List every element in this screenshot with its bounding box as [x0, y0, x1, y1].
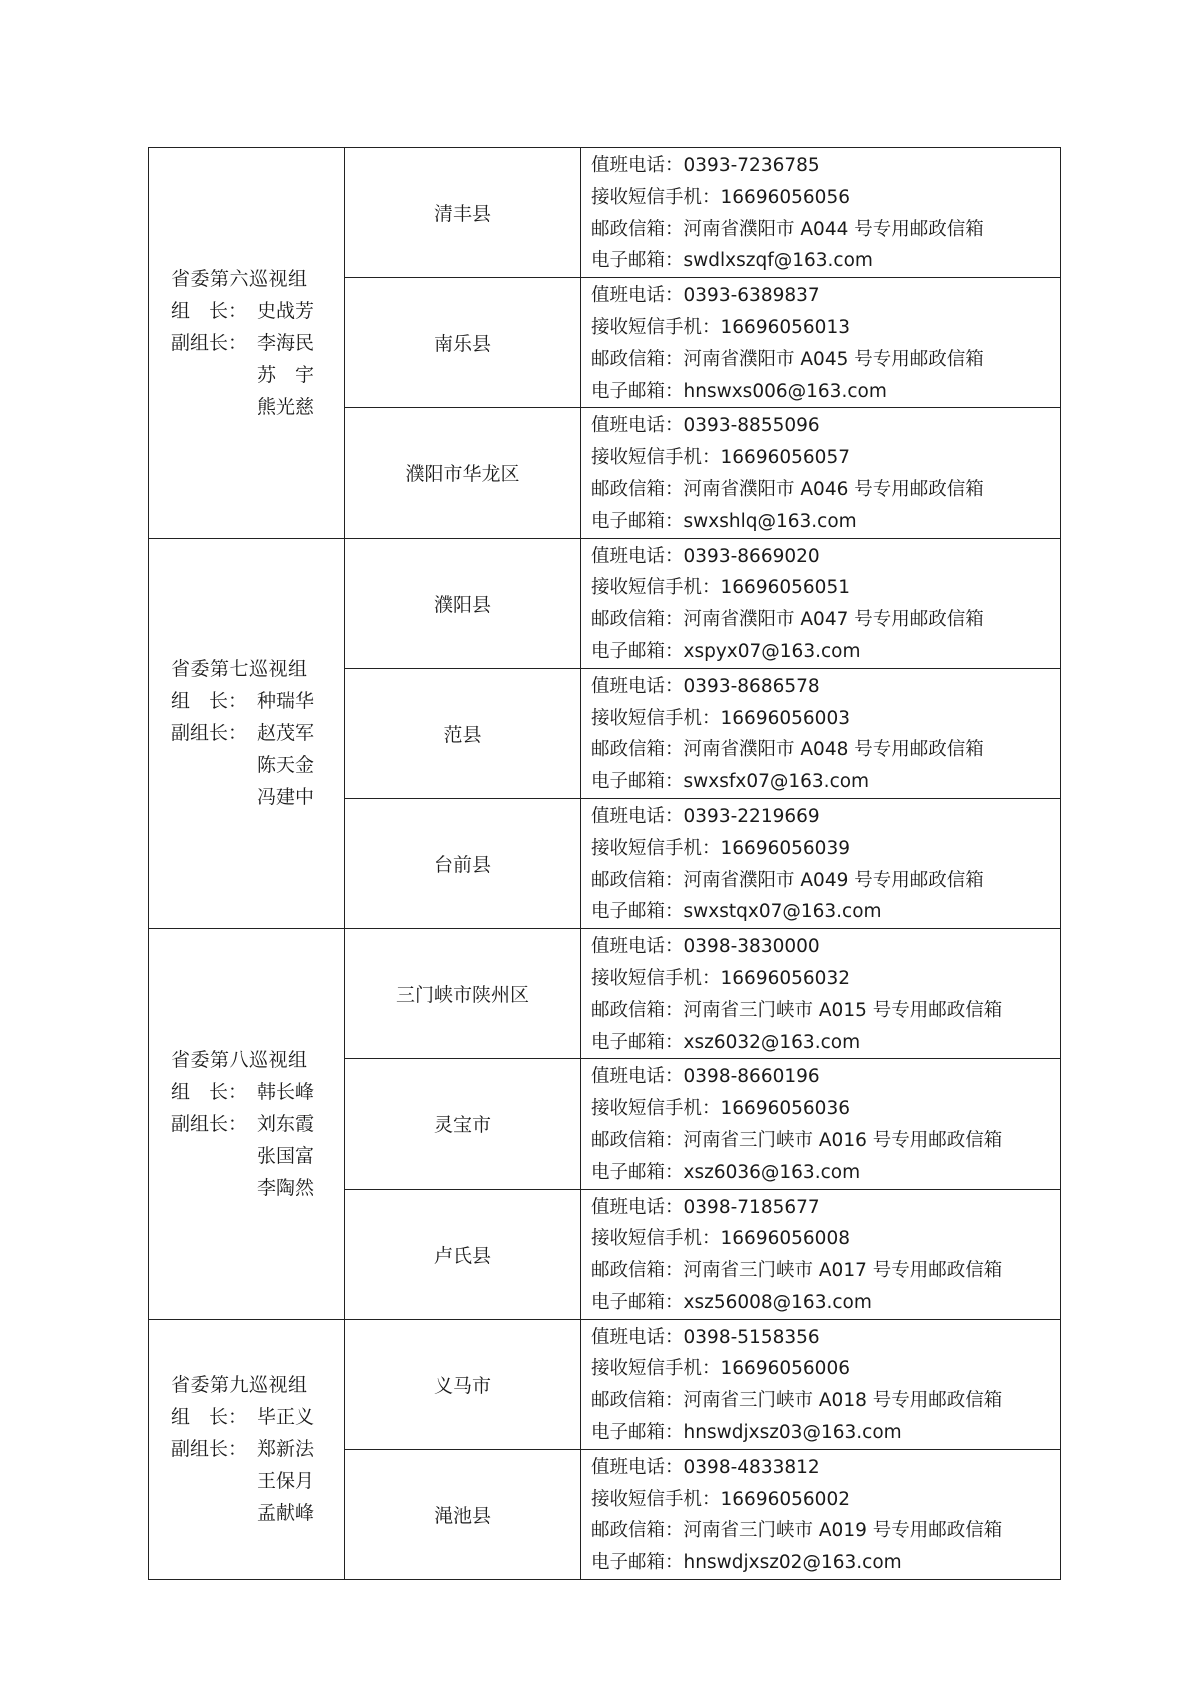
duty-phone-value: 0393-7236785: [683, 155, 820, 176]
deputy-name: 苏 宇: [257, 363, 315, 386]
email-value[interactable]: swxstqx07@163.com: [683, 901, 882, 923]
email-value[interactable]: hnswxs006@163.com: [683, 380, 887, 402]
duty-phone-label: 值班电话：: [591, 675, 684, 697]
postal-box-value: 河南省濮阳市 A045 号专用邮政信箱: [683, 348, 984, 370]
leader-name: 毕正义: [257, 1406, 315, 1429]
group-deputy-line: [171, 1140, 321, 1172]
email-value[interactable]: swdlxszqf@163.com: [683, 250, 873, 272]
duty-phone-line: [591, 1322, 1060, 1354]
email-line: [591, 376, 1060, 408]
duty-phone-line: [591, 801, 1060, 833]
group-deputy-line: [171, 359, 321, 391]
postal-box-label: 邮政信箱：: [591, 478, 684, 500]
postal-box-line: [591, 1255, 1060, 1287]
email-value[interactable]: xsz56008@163.com: [683, 1291, 872, 1313]
deputy-label: 副组长：: [171, 1112, 248, 1135]
sms-phone-value: 16696056013: [720, 316, 850, 338]
duty-phone-line: [591, 410, 1060, 442]
inspection-group-info: [171, 263, 321, 423]
sms-phone-label: 接收短信手机：: [591, 967, 721, 989]
duty-phone-value: 0393-2219669: [683, 805, 820, 827]
group-deputy-line: [171, 1497, 321, 1529]
contact-info-cell: [581, 929, 1061, 1059]
leader-name: 种瑞华: [257, 690, 315, 713]
group-deputy-line: [171, 1465, 321, 1497]
contact-info-cell: [581, 148, 1061, 278]
sms-phone-label: 接收短信手机：: [591, 577, 721, 599]
postal-box-value: 河南省濮阳市 A048 号专用邮政信箱: [683, 739, 984, 761]
group-title: 省委第六巡视组: [171, 267, 308, 290]
deputy-name: 郑新法: [257, 1438, 315, 1461]
group-deputy-line: [171, 749, 321, 781]
contact-info-cell: [581, 1319, 1061, 1449]
postal-box-line: [591, 1515, 1060, 1547]
postal-box-label: 邮政信箱：: [591, 1520, 684, 1542]
duty-phone-label: 值班电话：: [591, 1326, 684, 1348]
inspection-group-info: [171, 1044, 321, 1204]
county-name: 台前县: [345, 798, 581, 928]
postal-box-value: 河南省三门峡市 A015 号专用邮政信箱: [683, 999, 1003, 1021]
email-value[interactable]: swxshlq@163.com: [683, 510, 857, 532]
postal-box-line: [591, 214, 1060, 246]
duty-phone-line: [591, 931, 1060, 963]
postal-box-line: [591, 1385, 1060, 1417]
email-label: 电子邮箱：: [591, 250, 684, 272]
email-line: [591, 896, 1060, 928]
contact-info-cell: [581, 798, 1061, 928]
group-leader-line: [171, 1401, 321, 1433]
sms-phone-label: 接收短信手机：: [591, 837, 721, 859]
sms-phone-value: 16696056008: [720, 1228, 850, 1250]
duty-phone-label: 值班电话：: [591, 936, 684, 958]
sms-phone-value: 16696056056: [720, 186, 850, 208]
email-label: 电子邮箱：: [591, 771, 684, 793]
leader-label: 组 长：: [171, 299, 248, 322]
postal-box-line: [591, 474, 1060, 506]
email-line: [591, 1287, 1060, 1319]
postal-box-value: 河南省三门峡市 A016 号专用邮政信箱: [683, 1129, 1003, 1151]
postal-box-line: [591, 734, 1060, 766]
duty-phone-line: [591, 280, 1060, 312]
deputy-name: 陈天金: [257, 754, 315, 777]
sms-phone-line: [591, 572, 1060, 604]
postal-box-value: 河南省濮阳市 A046 号专用邮政信箱: [683, 478, 984, 500]
duty-phone-label: 值班电话：: [591, 285, 684, 307]
county-name: 卢氏县: [345, 1189, 581, 1319]
duty-phone-line: [591, 541, 1060, 573]
duty-phone-label: 值班电话：: [591, 545, 684, 567]
duty-phone-value: 0398-5158356: [683, 1326, 820, 1348]
duty-phone-label: 值班电话：: [591, 805, 684, 827]
duty-phone-value: 0393-8855096: [683, 415, 820, 437]
postal-box-line: [591, 995, 1060, 1027]
sms-phone-line: [591, 442, 1060, 474]
group-title: 省委第七巡视组: [171, 658, 308, 681]
county-name: 义马市: [345, 1319, 581, 1449]
inspection-group-cell: [149, 929, 345, 1320]
county-name: 清丰县: [345, 148, 581, 278]
sms-phone-label: 接收短信手机：: [591, 1488, 721, 1510]
postal-box-label: 邮政信箱：: [591, 1390, 684, 1412]
table-row: [149, 538, 1061, 668]
sms-phone-line: [591, 1353, 1060, 1385]
postal-box-label: 邮政信箱：: [591, 348, 684, 370]
table-row: [149, 929, 1061, 1059]
sms-phone-line: [591, 703, 1060, 735]
county-name: 南乐县: [345, 278, 581, 408]
deputy-name: 刘东霞: [257, 1112, 315, 1135]
email-label: 电子邮箱：: [591, 1552, 684, 1574]
sms-phone-value: 16696056032: [720, 967, 850, 989]
inspection-group-cell: [149, 148, 345, 539]
inspection-group-info: [171, 1369, 321, 1529]
duty-phone-line: [591, 671, 1060, 703]
contact-info-cell: [581, 1059, 1061, 1189]
inspection-group-info: [171, 653, 321, 813]
duty-phone-label: 值班电话：: [591, 1196, 684, 1218]
inspection-group-cell: [149, 538, 345, 929]
postal-box-label: 邮政信箱：: [591, 1129, 684, 1151]
postal-box-label: 邮政信箱：: [591, 999, 684, 1021]
sms-phone-label: 接收短信手机：: [591, 316, 721, 338]
table-row: [149, 1319, 1061, 1449]
deputy-name: 冯建中: [257, 786, 315, 809]
deputy-label: 副组长：: [171, 1438, 248, 1461]
duty-phone-value: 0393-6389837: [683, 285, 820, 307]
postal-box-label: 邮政信箱：: [591, 1260, 684, 1282]
deputy-name: 李陶然: [257, 1176, 315, 1199]
group-deputy-line: [171, 1108, 321, 1140]
group-leader-line: [171, 295, 321, 327]
group-title: 省委第九巡视组: [171, 1374, 308, 1397]
postal-box-value: 河南省三门峡市 A018 号专用邮政信箱: [683, 1390, 1003, 1412]
inspection-group-contact-table: [148, 147, 1061, 1580]
email-line: [591, 636, 1060, 668]
duty-phone-value: 0393-8686578: [683, 675, 820, 697]
sms-phone-line: [591, 1484, 1060, 1516]
postal-box-value: 河南省三门峡市 A017 号专用邮政信箱: [683, 1260, 1003, 1282]
duty-phone-line: [591, 1061, 1060, 1093]
duty-phone-value: 0398-8660196: [683, 1066, 820, 1088]
postal-box-value: 河南省三门峡市 A019 号专用邮政信箱: [683, 1520, 1003, 1542]
sms-phone-value: 16696056036: [720, 1098, 850, 1120]
deputy-name: 孟献峰: [257, 1502, 315, 1525]
email-line: [591, 245, 1060, 277]
deputy-name: 赵茂军: [257, 722, 315, 745]
duty-phone-label: 值班电话：: [591, 1066, 684, 1088]
county-name: 灵宝市: [345, 1059, 581, 1189]
email-value[interactable]: swxsfx07@163.com: [683, 771, 870, 793]
county-name: 濮阳市华龙区: [345, 408, 581, 538]
duty-phone-value: 0398-3830000: [683, 936, 820, 958]
deputy-name: 李海民: [257, 331, 315, 354]
table-row: [149, 148, 1061, 278]
sms-phone-label: 接收短信手机：: [591, 186, 721, 208]
leader-name: 韩长峰: [257, 1080, 315, 1103]
group-deputy-line: [171, 327, 321, 359]
inspection-group-cell: [149, 1319, 345, 1579]
postal-box-label: 邮政信箱：: [591, 609, 684, 631]
group-title: 省委第八巡视组: [171, 1048, 308, 1071]
sms-phone-value: 16696056002: [720, 1488, 850, 1510]
sms-phone-value: 16696056051: [720, 577, 850, 599]
table-body: [149, 148, 1061, 1580]
group-leader-line: [171, 685, 321, 717]
sms-phone-value: 16696056003: [720, 707, 850, 729]
email-value[interactable]: hnswdjxsz02@163.com: [683, 1552, 902, 1574]
email-line: [591, 1157, 1060, 1189]
duty-phone-label: 值班电话：: [591, 155, 684, 176]
leader-name: 史战芳: [257, 299, 315, 322]
sms-phone-label: 接收短信手机：: [591, 1098, 721, 1120]
postal-box-line: [591, 1125, 1060, 1157]
group-deputy-line: [171, 391, 321, 423]
leader-label: 组 长：: [171, 1406, 248, 1429]
deputy-label: 副组长：: [171, 331, 248, 354]
deputy-label: 副组长：: [171, 722, 248, 745]
sms-phone-value: 16696056057: [720, 447, 850, 469]
county-name: 渑池县: [345, 1449, 581, 1579]
sms-phone-value: 16696056006: [720, 1358, 850, 1380]
sms-phone-line: [591, 182, 1060, 214]
leader-label: 组 长：: [171, 1080, 248, 1103]
deputy-name: 熊光慈: [257, 395, 315, 418]
postal-box-value: 河南省濮阳市 A049 号专用邮政信箱: [683, 869, 984, 891]
sms-phone-label: 接收短信手机：: [591, 1228, 721, 1250]
duty-phone-line: [591, 150, 1060, 182]
email-value[interactable]: xspyx07@163.com: [683, 640, 861, 662]
duty-phone-value: 0398-7185677: [683, 1196, 820, 1218]
sms-phone-label: 接收短信手机：: [591, 707, 721, 729]
deputy-name: 张国富: [257, 1144, 315, 1167]
email-line: [591, 1547, 1060, 1579]
email-line: [591, 766, 1060, 798]
sms-phone-label: 接收短信手机：: [591, 1358, 721, 1380]
contact-info-cell: [581, 1189, 1061, 1319]
contact-info-cell: [581, 278, 1061, 408]
postal-box-label: 邮政信箱：: [591, 739, 684, 761]
contact-info-cell: [581, 668, 1061, 798]
duty-phone-value: 0393-8669020: [683, 545, 820, 567]
sms-phone-line: [591, 312, 1060, 344]
group-deputy-line: [171, 781, 321, 813]
email-label: 电子邮箱：: [591, 1422, 684, 1444]
postal-box-line: [591, 604, 1060, 636]
duty-phone-value: 0398-4833812: [683, 1456, 820, 1478]
postal-box-value: 河南省濮阳市 A047 号专用邮政信箱: [683, 609, 984, 631]
sms-phone-line: [591, 963, 1060, 995]
duty-phone-line: [591, 1452, 1060, 1484]
email-label: 电子邮箱：: [591, 1161, 684, 1183]
county-name: 濮阳县: [345, 538, 581, 668]
email-line: [591, 506, 1060, 538]
group-deputy-line: [171, 1172, 321, 1204]
contact-info-cell: [581, 538, 1061, 668]
duty-phone-label: 值班电话：: [591, 1456, 684, 1478]
group-deputy-line: [171, 1433, 321, 1465]
sms-phone-line: [591, 1093, 1060, 1125]
postal-box-value: 河南省濮阳市 A044 号专用邮政信箱: [683, 218, 984, 240]
postal-box-label: 邮政信箱：: [591, 218, 684, 240]
postal-box-label: 邮政信箱：: [591, 869, 684, 891]
sms-phone-line: [591, 1223, 1060, 1255]
postal-box-line: [591, 344, 1060, 376]
group-deputy-line: [171, 717, 321, 749]
sms-phone-label: 接收短信手机：: [591, 447, 721, 469]
contact-info-cell: [581, 408, 1061, 538]
email-line: [591, 1027, 1060, 1059]
email-label: 电子邮箱：: [591, 510, 684, 532]
deputy-name: 王保月: [257, 1470, 315, 1493]
sms-phone-line: [591, 833, 1060, 865]
email-label: 电子邮箱：: [591, 1291, 684, 1313]
email-value[interactable]: hnswdjxsz03@163.com: [683, 1422, 902, 1444]
email-value[interactable]: xsz6036@163.com: [683, 1161, 861, 1183]
email-label: 电子邮箱：: [591, 380, 684, 402]
email-value[interactable]: xsz6032@163.com: [683, 1031, 861, 1053]
email-label: 电子邮箱：: [591, 640, 684, 662]
email-label: 电子邮箱：: [591, 1031, 684, 1053]
leader-label: 组 长：: [171, 690, 248, 713]
group-leader-line: [171, 1076, 321, 1108]
email-line: [591, 1417, 1060, 1449]
duty-phone-label: 值班电话：: [591, 415, 684, 437]
county-name: 三门峡市陕州区: [345, 929, 581, 1059]
sms-phone-value: 16696056039: [720, 837, 850, 859]
duty-phone-line: [591, 1192, 1060, 1224]
contact-info-cell: [581, 1449, 1061, 1579]
email-label: 电子邮箱：: [591, 901, 684, 923]
postal-box-line: [591, 865, 1060, 897]
county-name: 范县: [345, 668, 581, 798]
